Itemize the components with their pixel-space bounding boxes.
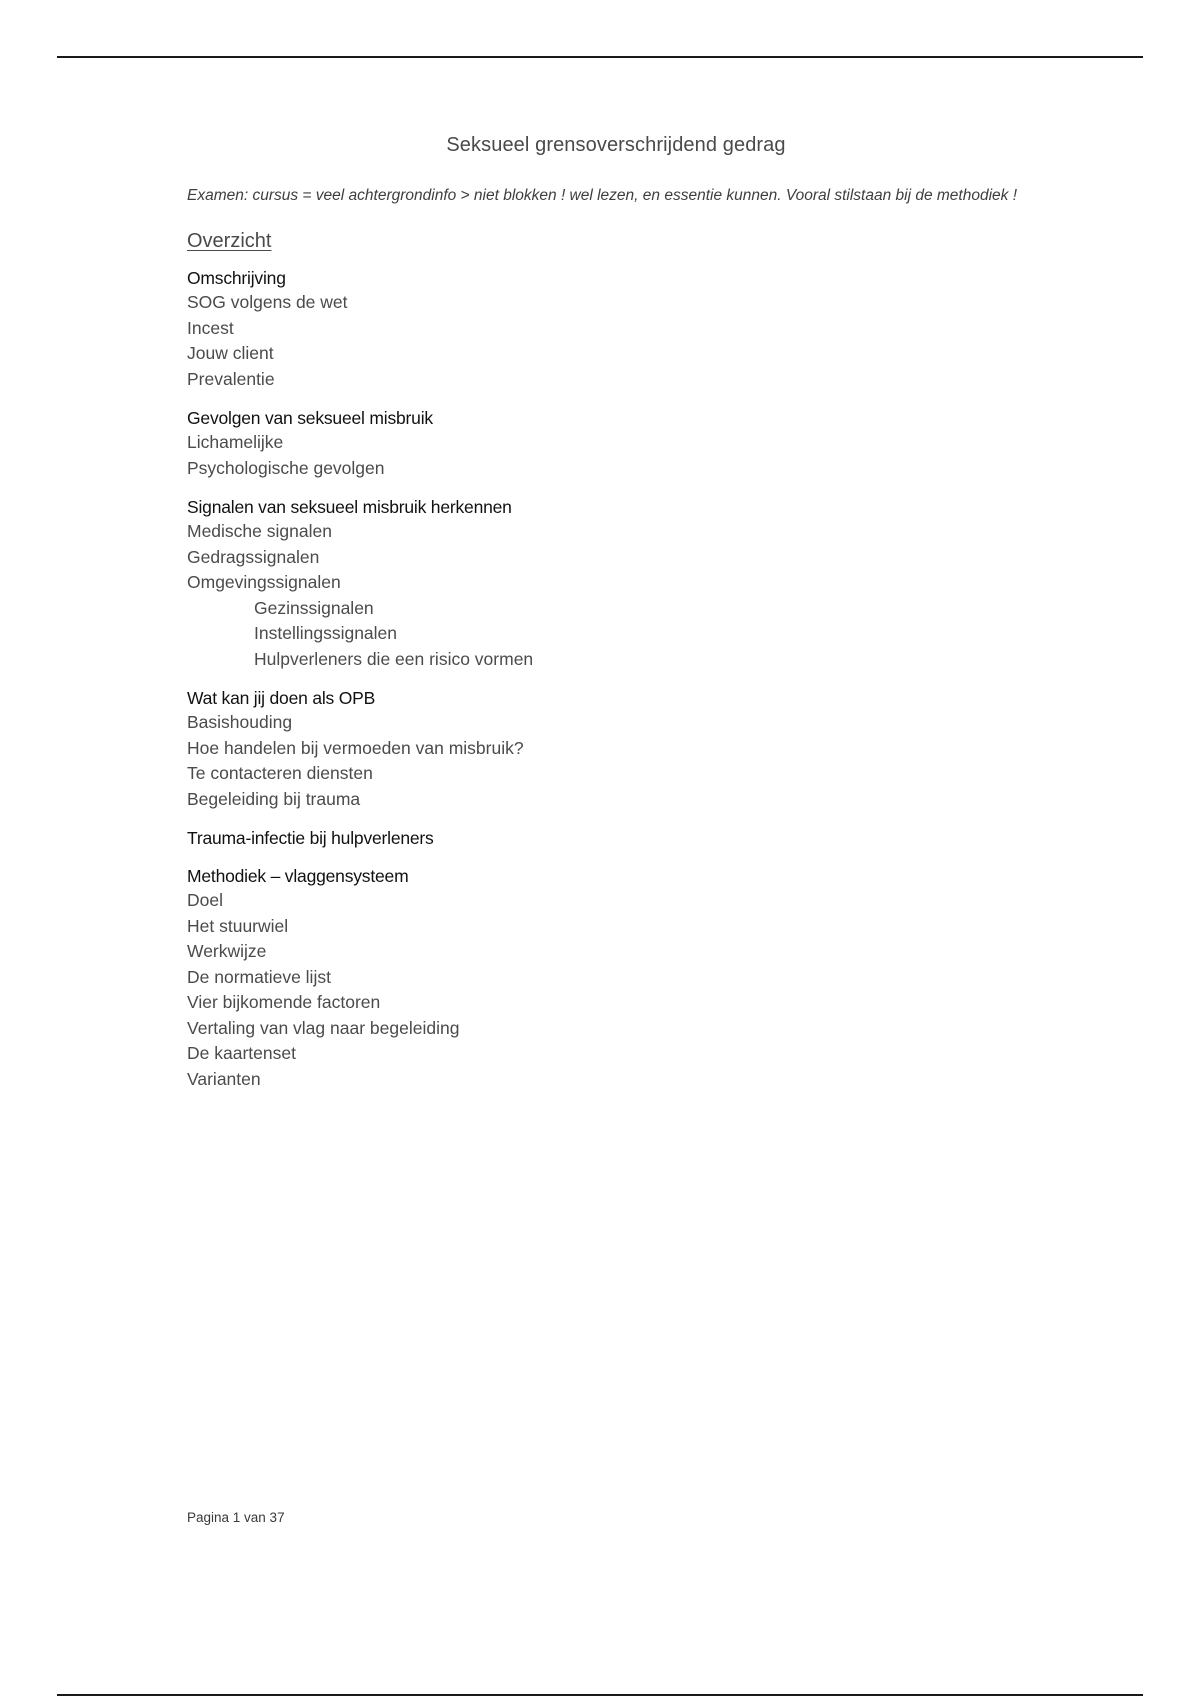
- list-item: Te contacteren diensten: [187, 763, 373, 783]
- exam-note: Examen: cursus = veel achtergrondinfo > niet blokken ! wel lezen, en essentie kunnen. Vooral stilstaan bij de methodiek !: [187, 187, 1018, 204]
- section-heading: Omschrijving: [187, 268, 286, 288]
- list-item: Vier bijkomende factoren: [187, 992, 381, 1012]
- list-item: De kaartenset: [187, 1043, 296, 1063]
- list-item: Begeleiding bij trauma: [187, 788, 361, 809]
- list-subitem: Hulpverleners die een risico vormen: [254, 648, 534, 669]
- list-item: SOG volgens de wet: [187, 292, 348, 312]
- list-item: Hoe handelen bij vermoeden van misbruik?: [187, 737, 524, 758]
- document-body: [187, 184, 1044, 1092]
- list-item: Vertaling van vlag naar begeleiding: [187, 1017, 460, 1038]
- section-signalen: [187, 495, 1044, 672]
- list-item: Het stuurwiel: [187, 915, 289, 936]
- section-heading: Trauma-infectie bij hulpverleners: [187, 828, 434, 848]
- list-item: Basishouding: [187, 712, 293, 732]
- section-omschrijving: [187, 266, 1044, 392]
- list-subitem: Instellingssignalen: [254, 623, 398, 643]
- page-number: Pagina 1 van 37: [187, 1510, 285, 1525]
- section-heading: Signalen van seksueel misbruik herkennen: [187, 497, 512, 517]
- section-methodiek: [187, 864, 1044, 1092]
- list-subitem: Gezinssignalen: [254, 597, 374, 618]
- list-item: Psychologische gevolgen: [187, 457, 385, 478]
- list-item: Jouw client: [187, 343, 274, 363]
- footer-rule: [57, 1694, 1143, 1696]
- list-item: Doel: [187, 890, 223, 910]
- overview-heading: Overzicht: [187, 230, 272, 252]
- section-heading: Wat kan jij doen als OPB: [187, 688, 376, 708]
- list-item: Incest: [187, 317, 234, 338]
- section-wat-kan-jij-doen: [187, 686, 1044, 812]
- page-title: Seksueel grensoverschrijdend gedrag: [446, 134, 786, 156]
- section-trauma-infectie: [187, 826, 1044, 850]
- list-item: Varianten: [187, 1068, 261, 1089]
- list-item: Werkwijze: [187, 941, 267, 961]
- list-item: Gedragssignalen: [187, 546, 320, 567]
- list-item: Lichamelijke: [187, 432, 284, 452]
- section-heading: Methodiek – vlaggensysteem: [187, 866, 409, 886]
- section-gevolgen: [187, 406, 1044, 481]
- list-item: Omgevingssignalen: [187, 572, 341, 592]
- list-item: Medische signalen: [187, 521, 332, 541]
- list-item: Prevalentie: [187, 368, 275, 389]
- header-rule: [57, 56, 1143, 58]
- section-heading: Gevolgen van seksueel misbruik: [187, 408, 433, 428]
- list-item: De normatieve lijst: [187, 966, 331, 987]
